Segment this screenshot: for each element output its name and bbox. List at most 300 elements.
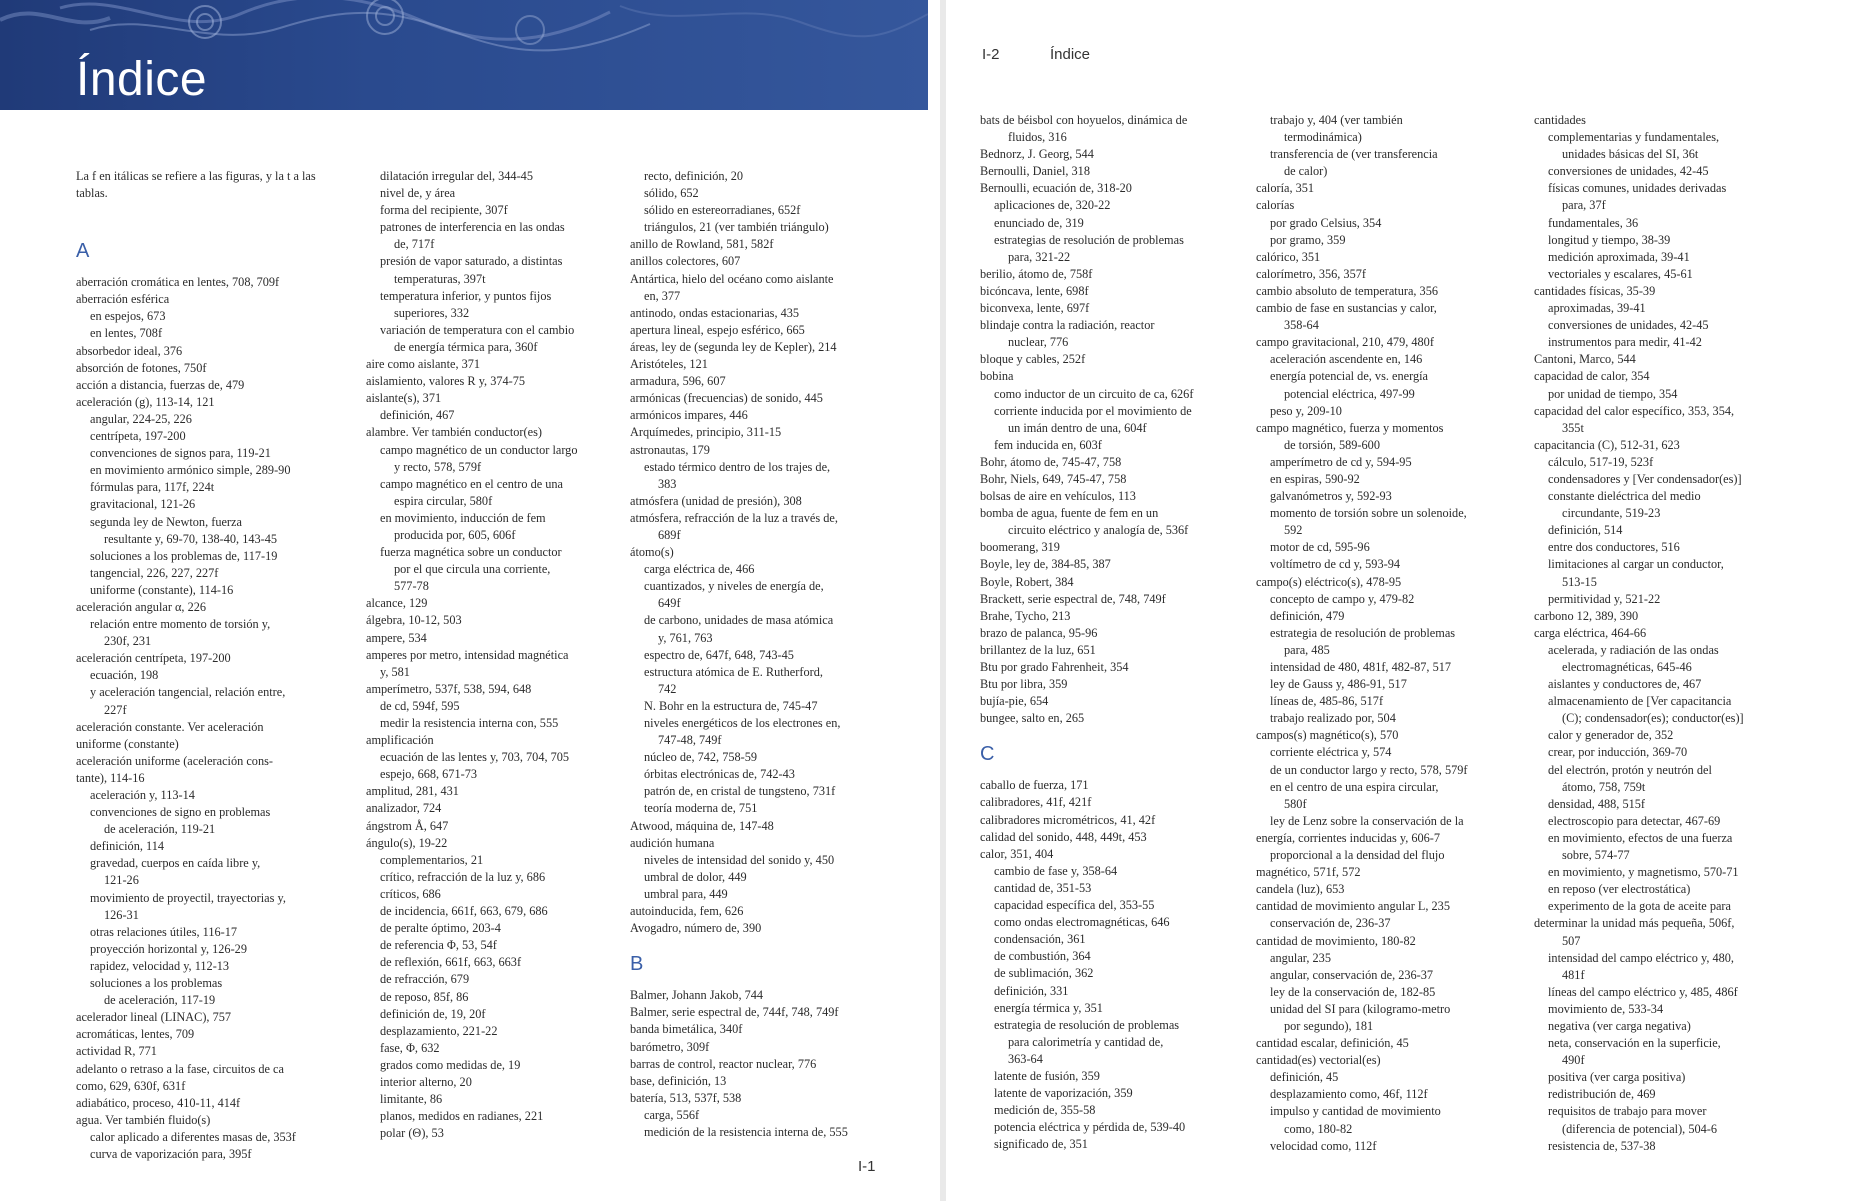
- index-entry: por gramo, 359: [1270, 232, 1346, 247]
- index-entry: caloría, 351: [1256, 181, 1315, 196]
- index-entry: anillos colectores, 607: [630, 254, 741, 269]
- index-entry: críticos, 686: [380, 886, 441, 901]
- index-entry: 121-26: [104, 873, 139, 888]
- index-entry: galvanómetros y, 592-93: [1270, 489, 1392, 504]
- index-entry: calor, 351, 404: [980, 846, 1054, 861]
- index-intro-note: La f en itálicas se refiere a las figuras, y la t a las tablas.: [76, 169, 316, 201]
- index-entry: fase, Φ, 632: [380, 1040, 440, 1055]
- index-entry: amperímetro, 537f, 538, 594, 648: [366, 681, 532, 696]
- index-entry: de reflexión, 661f, 663, 663f: [380, 955, 522, 970]
- index-entry: unidad del SI para (kilogramo-metro: [1270, 1001, 1451, 1016]
- index-entry: conversiones de unidades, 42-45: [1548, 318, 1709, 333]
- index-entry: alcance, 129: [366, 596, 428, 611]
- index-entry: adelanto o retraso a la fase, circuitos de ca: [76, 1061, 284, 1076]
- index-entry: álgebra, 10-12, 503: [366, 613, 462, 628]
- index-entry: alambre. Ver también conductor(es): [366, 425, 542, 440]
- index-entry: definición, 467: [380, 408, 455, 423]
- index-entry: complementarios, 21: [380, 852, 484, 867]
- index-entry: Boyle, ley de, 384-85, 387: [980, 557, 1111, 572]
- index-entry: fem inducida en, 603f: [994, 437, 1102, 452]
- index-entry: negativa (ver carga negativa): [1548, 1018, 1691, 1033]
- running-title: Índice: [1050, 46, 1091, 63]
- index-entry: medición de, 355-58: [994, 1103, 1096, 1118]
- index-entry: cantidad(es) vectorial(es): [1256, 1053, 1381, 1068]
- index-entry: de referencia Φ, 53, 54f: [380, 938, 497, 953]
- index-entry: experimento de la gota de aceite para: [1548, 899, 1731, 914]
- index-entry: y aceleración tangencial, relación entre,: [90, 685, 286, 700]
- index-entry: desplazamiento como, 46f, 112f: [1270, 1087, 1428, 1102]
- index-entry: átomo, 758, 759t: [1562, 779, 1646, 794]
- index-entry: para calorimetría y cantidad de,: [1008, 1034, 1164, 1049]
- index-entry: patrón de, en cristal de tungsteno, 731f: [644, 784, 836, 799]
- index-entry: calor aplicado a diferentes masas de, 353f: [90, 1129, 296, 1144]
- index-entry: y recto, 578, 579f: [394, 459, 482, 474]
- index-entry: Atwood, máquina de, 147-48: [630, 818, 774, 833]
- index-entry: Avogadro, número de, 390: [630, 921, 762, 936]
- index-entry: grados como medidas de, 19: [380, 1057, 521, 1072]
- index-entry: carga eléctrica, 464-66: [1534, 625, 1647, 640]
- index-entry: barómetro, 309f: [630, 1039, 710, 1054]
- index-entry: en, 377: [644, 288, 681, 303]
- index-entry: Bohr, Niels, 649, 745-47, 758: [980, 471, 1127, 486]
- index-entry: amperímetro de cd y, 594-95: [1270, 454, 1412, 469]
- index-entry: bloque y cables, 252f: [980, 352, 1086, 367]
- index-entry: blindaje contra la radiación, reactor: [980, 318, 1155, 333]
- index-entry: termodinámica): [1284, 130, 1362, 145]
- index-entry: 507: [1562, 933, 1581, 948]
- index-entry: campo gravitacional, 210, 479, 480f: [1256, 335, 1434, 350]
- index-entry: centrípeta, 197-200: [90, 429, 186, 444]
- index-entry: un imán dentro de una, 604f: [1008, 420, 1147, 435]
- index-entry: sólido en estereorradianes, 652f: [644, 203, 801, 218]
- index-entry: Bednorz, J. Georg, 544: [980, 147, 1094, 162]
- index-entry: acromáticas, lentes, 709: [76, 1027, 195, 1042]
- index-entry: acelerada, y radiación de las ondas: [1548, 642, 1719, 657]
- index-entry: de aceleración, 117-19: [104, 993, 216, 1008]
- index-entry: tante), 114-16: [76, 770, 145, 785]
- index-entry: patrones de interferencia en las ondas: [380, 220, 565, 235]
- index-entry: producida por, 605, 606f: [394, 527, 516, 542]
- index-page-right: [946, 0, 1858, 1201]
- index-entry: campo magnético de un conductor largo: [380, 442, 578, 457]
- index-entry: calibradores micrométricos, 41, 42f: [980, 812, 1156, 827]
- index-entry: triángulos, 21 (ver también triángulo): [644, 220, 829, 235]
- index-entry: líneas del campo eléctrico y, 485, 486f: [1548, 984, 1738, 999]
- index-entry: enunciado de, 319: [994, 215, 1084, 230]
- index-entry: bungee, salto en, 265: [980, 711, 1085, 726]
- index-entry: magnético, 571f, 572: [1256, 865, 1361, 880]
- index-entry: aceleración centrípeta, 197-200: [76, 651, 231, 666]
- index-entry: aire como aislante, 371: [366, 357, 481, 372]
- index-entry: como, 180-82: [1284, 1121, 1353, 1136]
- index-entry: aceleración constante. Ver aceleración: [76, 719, 264, 734]
- index-entry: nuclear, 776: [1008, 335, 1069, 350]
- index-entry: calorías: [1256, 198, 1295, 213]
- index-entry: fuerza magnética sobre un conductor: [380, 545, 562, 560]
- index-entry: barras de control, reactor nuclear, 776: [630, 1056, 817, 1071]
- index-entry: ley de la conservación de, 182-85: [1270, 984, 1436, 999]
- index-entry: curva de vaporización para, 395f: [90, 1146, 252, 1161]
- index-entry: estado térmico dentro de los trajes de,: [644, 459, 831, 474]
- index-column-3: [1534, 112, 1834, 1155]
- index-entry: de incidencia, 661f, 663, 679, 686: [380, 904, 548, 919]
- index-entry: agua. Ver también fluido(s): [76, 1112, 211, 1127]
- index-column-2: [366, 168, 610, 1142]
- index-entry: audición humana: [630, 835, 715, 850]
- index-entry: crítico, refracción de la luz y, 686: [380, 869, 546, 884]
- section-letter-heading: B: [630, 953, 644, 976]
- index-entry: aceleración angular α, 226: [76, 599, 207, 614]
- index-entry: medición de la resistencia interna de, 555: [644, 1124, 848, 1139]
- index-entry: cantidades físicas, 35-39: [1534, 283, 1656, 298]
- index-entry: carbono 12, 389, 390: [1534, 608, 1639, 623]
- index-entry: cantidades: [1534, 113, 1586, 127]
- index-column-3: [630, 168, 894, 1141]
- index-entry: (C); condensador(es); conductor(es)]: [1562, 711, 1744, 726]
- index-entry: resultante y, 69-70, 138-40, 143-45: [104, 531, 278, 546]
- index-entry: significado de, 351: [994, 1137, 1088, 1152]
- index-entry: soluciones a los problemas de, 117-19: [90, 548, 278, 563]
- index-entry: planos, medidos en radianes, 221: [380, 1109, 544, 1124]
- index-entry: motor de cd, 595-96: [1270, 540, 1370, 555]
- index-entry: amperes por metro, intensidad magnética: [366, 647, 569, 662]
- index-entry: carga eléctrica de, 466: [644, 562, 755, 577]
- index-entry: atmósfera, refracción de la luz a través de,: [630, 510, 838, 525]
- index-entry: capacidad de calor, 354: [1534, 369, 1650, 384]
- index-entry: condensadores y [Ver condensador(es)]: [1548, 471, 1742, 486]
- index-entry: 481f: [1562, 967, 1585, 982]
- index-entry: de combustión, 364: [994, 949, 1091, 964]
- index-entry: soluciones a los problemas: [90, 976, 223, 991]
- index-entry: recto, definición, 20: [644, 169, 744, 183]
- index-entry: niveles energéticos de los electrones en,: [644, 716, 841, 730]
- index-entry: absorbedor ideal, 376: [76, 343, 183, 358]
- index-entry: 383: [658, 476, 677, 491]
- index-entry: espira circular, 580f: [394, 493, 493, 508]
- index-entry: movimiento de, 533-34: [1548, 1001, 1664, 1016]
- index-entry: Balmer, Johann Jakob, 744: [630, 988, 764, 1003]
- index-entry: adiabático, proceso, 410-11, 414f: [76, 1095, 241, 1110]
- index-entry: cuantizados, y niveles de energía de,: [644, 579, 824, 594]
- index-entry: Arquímedes, principio, 311-15: [630, 425, 782, 440]
- index-entry: ley de Gauss y, 486-91, 517: [1270, 677, 1407, 692]
- page-number: I-2: [982, 46, 1000, 63]
- index-entry: campo(s) eléctrico(s), 478-95: [1256, 574, 1402, 589]
- index-entry: aberración cromática en lentes, 708, 709f: [76, 275, 280, 290]
- index-entry: calórico, 351: [1256, 249, 1321, 264]
- index-entry: temperaturas, 397t: [394, 271, 486, 286]
- index-entry: estrategia de resolución de problemas: [994, 1017, 1180, 1032]
- index-entry: campos(s) magnético(s), 570: [1256, 728, 1399, 743]
- index-entry: calorímetro, 356, 357f: [1256, 266, 1366, 281]
- index-entry: apertura lineal, espejo esférico, 665: [630, 322, 805, 337]
- index-entry: medición aproximada, 39-41: [1548, 249, 1690, 264]
- index-entry: tangencial, 226, 227, 227f: [90, 565, 219, 580]
- index-entry: en reposo (ver electrostática): [1548, 882, 1691, 897]
- index-entry: electroscopio para detectar, 467-69: [1548, 813, 1721, 828]
- index-entry: fundamentales, 36: [1548, 215, 1639, 230]
- index-entry: umbral de dolor, 449: [644, 869, 747, 884]
- index-entry: proyección horizontal y, 126-29: [90, 941, 247, 956]
- index-entry: circundante, 519-23: [1562, 506, 1661, 521]
- index-entry: calidad del sonido, 448, 449t, 453: [980, 829, 1147, 844]
- index-entry: 513-15: [1562, 574, 1597, 589]
- index-column-1: [980, 112, 1224, 1153]
- index-entry: segunda ley de Newton, fuerza: [90, 514, 242, 529]
- index-entry: 742: [658, 681, 677, 696]
- index-entry: trabajo y, 404 (ver también: [1270, 113, 1403, 127]
- index-entry: peso y, 209-10: [1270, 403, 1342, 418]
- index-entry: entre dos conductores, 516: [1548, 540, 1680, 555]
- index-entry: crear, por inducción, 369-70: [1548, 745, 1688, 760]
- index-entry: físicas comunes, unidades derivadas: [1548, 181, 1727, 196]
- index-column-1: [76, 168, 328, 1163]
- index-entry: por el que circula una corriente,: [394, 562, 551, 577]
- index-entry: astronautas, 179: [630, 442, 710, 457]
- index-entry: unidades básicas del SI, 36t: [1562, 147, 1699, 162]
- index-entry: circuito eléctrico y analogía de, 536f: [1008, 523, 1189, 538]
- index-entry: definición, 114: [90, 839, 164, 854]
- index-entry: vectoriales y escalares, 45-61: [1548, 266, 1693, 281]
- index-entry: positiva (ver carga positiva): [1548, 1070, 1686, 1085]
- index-entry: ecuación de las lentes y, 703, 704, 705: [380, 750, 570, 765]
- index-entry: y, 761, 763: [658, 630, 713, 645]
- index-entry: como ondas electromagnéticas, 646: [994, 915, 1170, 930]
- index-entry: espejo, 668, 671-73: [380, 767, 477, 782]
- index-entry: biconvexa, lente, 697f: [980, 301, 1090, 316]
- index-entry: de calor): [1284, 164, 1328, 179]
- index-entry: ecuación, 198: [90, 668, 159, 683]
- index-entry: Bohr, átomo de, 745-47, 758: [980, 454, 1122, 469]
- index-entry: Cantoni, Marco, 544: [1534, 352, 1636, 367]
- index-entry: calor y generador de, 352: [1548, 728, 1674, 743]
- index-entry: convenciones de signos para, 119-21: [90, 446, 271, 461]
- index-entry: condensación, 361: [994, 932, 1086, 947]
- index-entry: capacitancia (C), 512-31, 623: [1534, 437, 1680, 452]
- section-letter-heading: C: [980, 743, 995, 766]
- index-entry: sólido, 652: [644, 186, 699, 201]
- index-entry: actividad R, 771: [76, 1044, 157, 1059]
- index-entry: acelerador lineal (LINAC), 757: [76, 1010, 232, 1025]
- index-entry: relación entre momento de torsión y,: [90, 617, 271, 632]
- index-entry: umbral para, 449: [644, 886, 728, 901]
- index-entry: conversiones de unidades, 42-45: [1548, 164, 1709, 179]
- index-entry: analizador, 724: [366, 801, 442, 816]
- index-entry: bats de béisbol con hoyuelos, dinámica de: [980, 113, 1188, 127]
- index-entry: temperatura inferior, y puntos fijos: [380, 288, 552, 303]
- index-entry: trabajo realizado por, 504: [1270, 711, 1396, 726]
- index-entry: para, 321-22: [1008, 249, 1071, 264]
- index-entry: en movimiento armónico simple, 289-90: [90, 463, 291, 478]
- index-entry: voltímetro de cd y, 593-94: [1270, 557, 1400, 572]
- index-entry: sobre, 574-77: [1562, 848, 1630, 863]
- index-entry: cantidad escalar, definición, 45: [1256, 1036, 1409, 1051]
- index-entry: de cd, 594f, 595: [380, 698, 460, 713]
- index-entry: requisitos de trabajo para mover: [1548, 1104, 1707, 1119]
- index-entry: redistribución de, 469: [1548, 1087, 1656, 1102]
- index-entry: constante dieléctrica del medio: [1548, 489, 1701, 504]
- index-entry: bicóncava, lente, 698f: [980, 283, 1089, 298]
- index-entry: resistencia de, 537-38: [1548, 1138, 1656, 1153]
- index-entry: amplificación: [366, 733, 434, 748]
- index-entry: de reposo, 85f, 86: [380, 989, 469, 1004]
- index-entry: 689f: [658, 527, 681, 542]
- index-entry: en el centro de una espira circular,: [1270, 779, 1439, 794]
- index-entry: teoría moderna de, 751: [644, 801, 758, 816]
- index-entry: latente de fusión, 359: [994, 1068, 1100, 1083]
- index-entry: interior alterno, 20: [380, 1074, 472, 1089]
- index-entry: aislante(s), 371: [366, 391, 442, 406]
- index-entry: en lentes, 708f: [90, 326, 163, 341]
- index-entry: uniforme (constante): [76, 736, 179, 751]
- index-entry: 358-64: [1284, 318, 1319, 333]
- index-entry: anillo de Rowland, 581, 582f: [630, 237, 774, 252]
- index-entry: cambio absoluto de temperatura, 356: [1256, 283, 1439, 298]
- index-entry: definición de, 19, 20f: [380, 1006, 486, 1021]
- index-entry: determinar la unidad más pequeña, 506f,: [1534, 916, 1735, 931]
- index-entry: núcleo de, 742, 758-59: [644, 750, 758, 765]
- index-entry: definición, 331: [994, 983, 1069, 998]
- index-entry: acción a distancia, fuerzas de, 479: [76, 377, 245, 392]
- index-entry: movimiento de proyectil, trayectorias y,: [90, 890, 286, 905]
- index-column-2: [1256, 112, 1508, 1155]
- index-entry: intensidad de 480, 481f, 482-87, 517: [1270, 660, 1452, 674]
- index-entry: batería, 513, 537f, 538: [630, 1090, 742, 1105]
- page-title: Índice: [76, 53, 208, 106]
- index-entry: 363-64: [1008, 1051, 1043, 1066]
- index-entry: berilio, átomo de, 758f: [980, 266, 1093, 281]
- index-entry: cantidad de movimiento, 180-82: [1256, 933, 1416, 948]
- index-entry: polar (Θ), 53: [380, 1126, 444, 1141]
- index-entry: Brackett, serie espectral de, 748, 749f: [980, 591, 1166, 606]
- index-entry: banda bimetálica, 340f: [630, 1022, 743, 1037]
- index-entry: caballo de fuerza, 171: [980, 778, 1089, 793]
- index-entry: áreas, ley de (segunda ley de Kepler), 214: [630, 339, 837, 354]
- index-banner: [0, 0, 928, 110]
- index-entry: carga, 556f: [644, 1107, 700, 1122]
- index-entry: energía térmica y, 351: [994, 1000, 1103, 1015]
- index-entry: 577-78: [394, 579, 429, 594]
- index-entry: aplicaciones de, 320-22: [994, 198, 1111, 213]
- index-entry: limitaciones al cargar un conductor,: [1548, 557, 1724, 572]
- index-entry: latente de vaporización, 359: [994, 1086, 1133, 1101]
- index-entry: potencia eléctrica y pérdida de, 539-40: [994, 1120, 1186, 1135]
- index-entry: intensidad del campo eléctrico y, 480,: [1548, 950, 1734, 965]
- index-entry: en movimiento, y magnetismo, 570-71: [1548, 865, 1739, 880]
- index-entry: aceleración uniforme (aceleración cons-: [76, 753, 273, 768]
- index-entry: medir la resistencia interna con, 555: [380, 716, 559, 730]
- index-entry: almacenamiento de [Ver capacitancia: [1548, 694, 1732, 709]
- index-entry: aceleración y, 113-14: [90, 788, 195, 802]
- index-entry: brillantez de la luz, 651: [980, 642, 1096, 657]
- index-entry: capacidad del calor específico, 353, 354,: [1534, 403, 1735, 418]
- index-entry: desplazamiento, 221-22: [380, 1023, 498, 1038]
- index-entry: definición, 514: [1548, 523, 1623, 538]
- index-entry: 490f: [1562, 1053, 1585, 1068]
- index-entry: energía potencial de, vs. energía: [1270, 369, 1428, 384]
- index-entry: capacidad específica del, 353-55: [994, 898, 1155, 913]
- index-entry: gravitacional, 121-26: [90, 497, 196, 512]
- index-entry: cantidad de movimiento angular L, 235: [1256, 899, 1450, 914]
- index-entry: cálculo, 517-19, 523f: [1548, 454, 1654, 469]
- index-entry: fluidos, 316: [1008, 130, 1067, 145]
- index-entry: estrategias de resolución de problemas: [994, 232, 1184, 247]
- index-entry: boomerang, 319: [980, 540, 1060, 555]
- index-entry: definición, 479: [1270, 608, 1345, 623]
- index-entry: Boyle, Robert, 384: [980, 574, 1074, 589]
- index-entry: por segundo), 181: [1284, 1018, 1374, 1033]
- index-entry: bujía-pie, 654: [980, 694, 1049, 709]
- index-entry: átomo(s): [630, 545, 674, 560]
- index-entry: (diferencia de potencial), 504-6: [1562, 1121, 1718, 1136]
- index-entry: brazo de palanca, 95-96: [980, 625, 1098, 640]
- index-entry: armónicos impares, 446: [630, 408, 748, 423]
- index-entry: aproximadas, 39-41: [1548, 301, 1646, 316]
- index-entry: 227f: [104, 702, 127, 717]
- index-entry: nivel de, y área: [380, 186, 456, 201]
- index-entry: bomba de agua, fuente de fem en un: [980, 506, 1159, 521]
- index-entry: angular, conservación de, 236-37: [1270, 967, 1434, 982]
- index-entry: aberración esférica: [76, 292, 170, 307]
- index-entry: uniforme (constante), 114-16: [90, 582, 234, 597]
- index-entry: estructura atómica de E. Rutherford,: [644, 664, 823, 679]
- index-entry: de sublimación, 362: [994, 966, 1094, 981]
- index-entry: estrategia de resolución de problemas: [1270, 625, 1456, 640]
- index-entry: armadura, 596, 607: [630, 374, 726, 389]
- index-entry: 580f: [1284, 796, 1307, 811]
- index-entry: limitante, 86: [380, 1092, 443, 1107]
- index-entry: para, 485: [1284, 642, 1330, 657]
- index-entry: energía, corrientes inducidas y, 606-7: [1256, 830, 1441, 845]
- index-entry: espectro de, 647f, 648, 743-45: [644, 647, 794, 662]
- index-entry: variación de temperatura con el cambio: [380, 322, 575, 337]
- index-entry: cambio de fase en sustancias y calor,: [1256, 301, 1437, 316]
- index-entry: como, 629, 630f, 631f: [76, 1078, 186, 1093]
- index-entry: Aristóteles, 121: [630, 357, 708, 372]
- index-entry: 649f: [658, 596, 681, 611]
- index-entry: niveles de intensidad del sonido y, 450: [644, 852, 835, 867]
- index-entry: cantidad de, 351-53: [994, 880, 1092, 895]
- index-entry: absorción de fotones, 750f: [76, 360, 207, 375]
- index-entry: 747-48, 749f: [658, 733, 722, 748]
- index-entry: de carbono, unidades de masa atómica: [644, 613, 834, 628]
- section-letter-heading: A: [76, 240, 90, 263]
- index-entry: Antártica, hielo del océano como aislante: [630, 271, 834, 286]
- index-entry: de aceleración, 119-21: [104, 822, 216, 837]
- index-entry: aceleración (g), 113-14, 121: [76, 394, 215, 409]
- index-entry: ángstrom Å, 647: [366, 818, 449, 833]
- index-entry: en espiras, 590-92: [1270, 471, 1360, 486]
- index-entry: electromagnéticas, 645-46: [1562, 660, 1692, 674]
- index-entry: otras relaciones útiles, 116-17: [90, 924, 238, 939]
- index-entry: superiores, 332: [394, 305, 470, 320]
- index-entry: longitud y tiempo, 38-39: [1548, 232, 1671, 247]
- index-entry: del electrón, protón y neutrón del: [1548, 762, 1712, 777]
- index-entry: proporcional a la densidad del flujo: [1270, 848, 1445, 863]
- index-entry: bolsas de aire en vehículos, 113: [980, 489, 1136, 504]
- index-entry: convenciones de signo en problemas: [90, 805, 271, 820]
- index-entry: potencial eléctrica, 497-99: [1284, 386, 1415, 401]
- index-entry: definición, 45: [1270, 1070, 1339, 1085]
- index-entry: instrumentos para medir, 41-42: [1548, 335, 1702, 350]
- index-entry: atmósfera (unidad de presión), 308: [630, 493, 802, 508]
- index-entry: Bernoulli, Daniel, 318: [980, 164, 1090, 179]
- index-entry: campo magnético, fuerza y momentos: [1256, 420, 1444, 435]
- index-entry: 355t: [1562, 420, 1584, 435]
- index-entry: campo magnético en el centro de una: [380, 476, 564, 491]
- index-entry: dilatación irregular del, 344-45: [380, 169, 533, 183]
- index-entry: conservación de, 236-37: [1270, 916, 1391, 931]
